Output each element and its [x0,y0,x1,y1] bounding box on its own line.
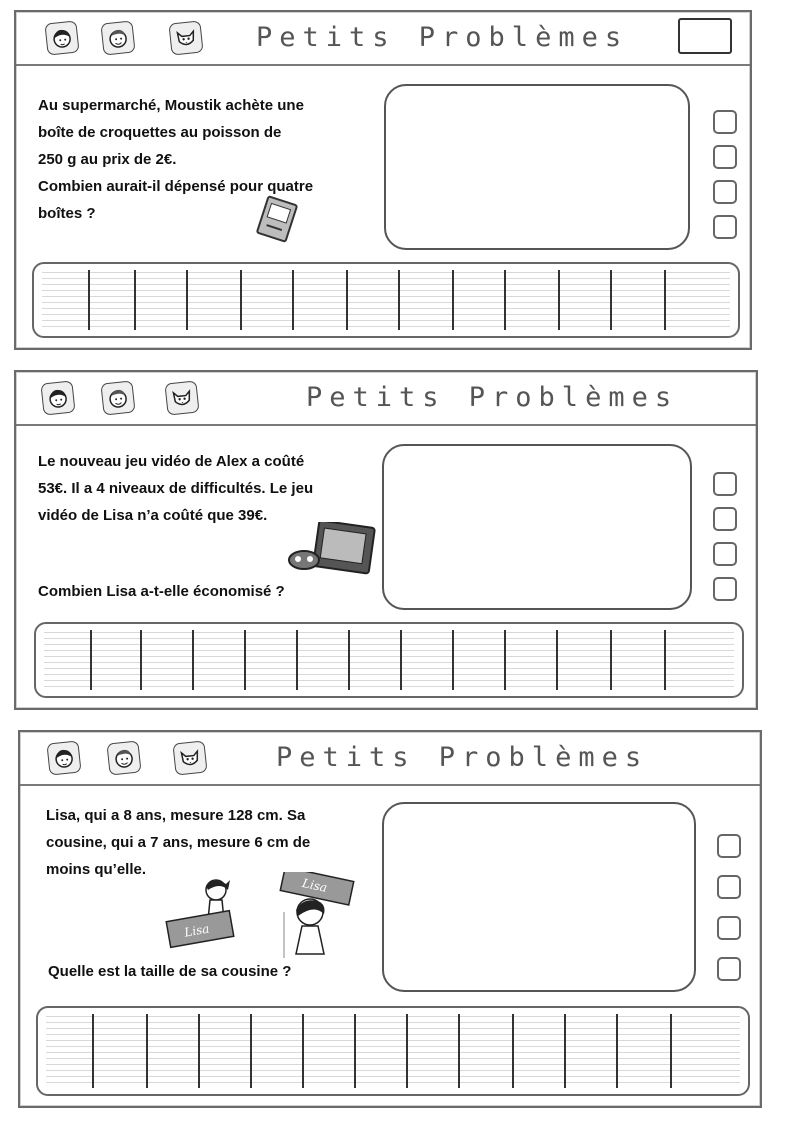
column-divider [198,1014,200,1088]
step-checkbox[interactable] [713,472,737,496]
column-divider [670,1014,672,1088]
column-divider [512,1014,514,1088]
problem-text [38,448,313,529]
step-checkbox[interactable] [713,145,737,169]
writing-band[interactable] [34,622,744,698]
problem-card-1 [14,10,752,350]
column-divider [556,630,558,690]
writing-lines [44,632,734,688]
column-divider [504,630,506,690]
problem-line: moins qu’elle. [46,861,147,878]
writing-band[interactable] [36,1006,750,1096]
problem-line: 250 g au prix de 2€. [38,151,177,168]
writing-band[interactable] [32,262,740,338]
step-checkbox[interactable] [713,542,737,566]
column-divider [452,630,454,690]
column-divider [88,270,90,330]
girl-face-icon [46,740,81,775]
problem-text [46,802,310,883]
step-checkbox[interactable] [717,875,741,899]
column-divider [146,1014,148,1088]
column-divider [250,1014,252,1088]
question-line: Combien aurait-il dépensé pour quatre [38,178,314,195]
lisa-and-cousin-icon [164,872,356,962]
column-divider [296,630,298,690]
column-divider [354,1014,356,1088]
step-checkbox[interactable] [713,180,737,204]
video-game-icon [286,522,376,576]
column-divider [92,1014,94,1088]
cat-face-icon [164,380,199,415]
column-divider [400,630,402,690]
girl-face-icon [44,20,79,55]
problem-line: vidéo de Lisa n’a coûté que 39€. [38,507,268,524]
page-title: Petits Problèmes [276,742,649,773]
writing-lines [42,272,730,328]
problem-line: 53€. Il a 4 niveaux de difficultés. Le jeu [38,480,314,497]
column-divider [458,1014,460,1088]
answer-box[interactable] [382,802,696,992]
column-divider [406,1014,408,1088]
problem-card-2 [14,370,758,710]
boy-face-icon [100,20,135,55]
problem-line: Au supermarché, Moustik achète une [38,97,304,114]
answer-box[interactable] [384,84,690,250]
cat-face-icon [172,740,207,775]
column-divider [292,270,294,330]
card-header [16,12,750,66]
column-divider [244,630,246,690]
problem-line: Lisa, qui a 8 ans, mesure 128 cm. Sa [46,807,306,824]
answer-box[interactable] [382,444,692,610]
page-title: Petits Problèmes [256,22,629,53]
step-checkbox[interactable] [713,507,737,531]
card-header [20,732,760,786]
sign-text: Lisa [300,876,329,895]
sign-text: Lisa [183,921,211,940]
question-line: boîtes ? [38,205,96,222]
step-checkbox[interactable] [713,577,737,601]
column-divider [240,270,242,330]
column-divider [610,270,612,330]
column-divider [558,270,560,330]
score-box [678,18,732,54]
page-title: Petits Problèmes [306,382,679,413]
column-divider [346,270,348,330]
column-divider [348,630,350,690]
column-divider [504,270,506,330]
problem-line: Le nouveau jeu vidéo de Alex a coûté [38,453,305,470]
step-checkbox[interactable] [717,957,741,981]
checkbox-column [717,834,739,992]
problem-line: boîte de croquettes au poisson de [38,124,282,141]
girl-face-icon [40,380,75,415]
step-checkbox[interactable] [717,916,741,940]
step-checkbox[interactable] [717,834,741,858]
column-divider [134,270,136,330]
column-divider [302,1014,304,1088]
step-checkbox[interactable] [713,215,737,239]
cat-face-icon [168,20,203,55]
column-divider [564,1014,566,1088]
problem-card-3 [18,730,762,1108]
column-divider [192,630,194,690]
boy-face-icon [100,380,135,415]
question-line: Quelle est la taille de sa cousine ? [48,963,292,980]
column-divider [616,1014,618,1088]
column-divider [664,630,666,690]
column-divider [452,270,454,330]
column-divider [90,630,92,690]
step-checkbox[interactable] [713,110,737,134]
column-divider [664,270,666,330]
boy-face-icon [106,740,141,775]
checkbox-column [713,472,735,612]
problem-question [38,578,285,605]
question-line: Combien Lisa a-t-elle économisé ? [38,583,285,600]
card-header [16,372,756,426]
problem-line: cousine, qui a 7 ans, mesure 6 cm de [46,834,311,851]
checkbox-column [713,110,735,250]
writing-lines [46,1016,740,1086]
problem-question [48,958,291,985]
column-divider [140,630,142,690]
column-divider [398,270,400,330]
column-divider [186,270,188,330]
column-divider [610,630,612,690]
